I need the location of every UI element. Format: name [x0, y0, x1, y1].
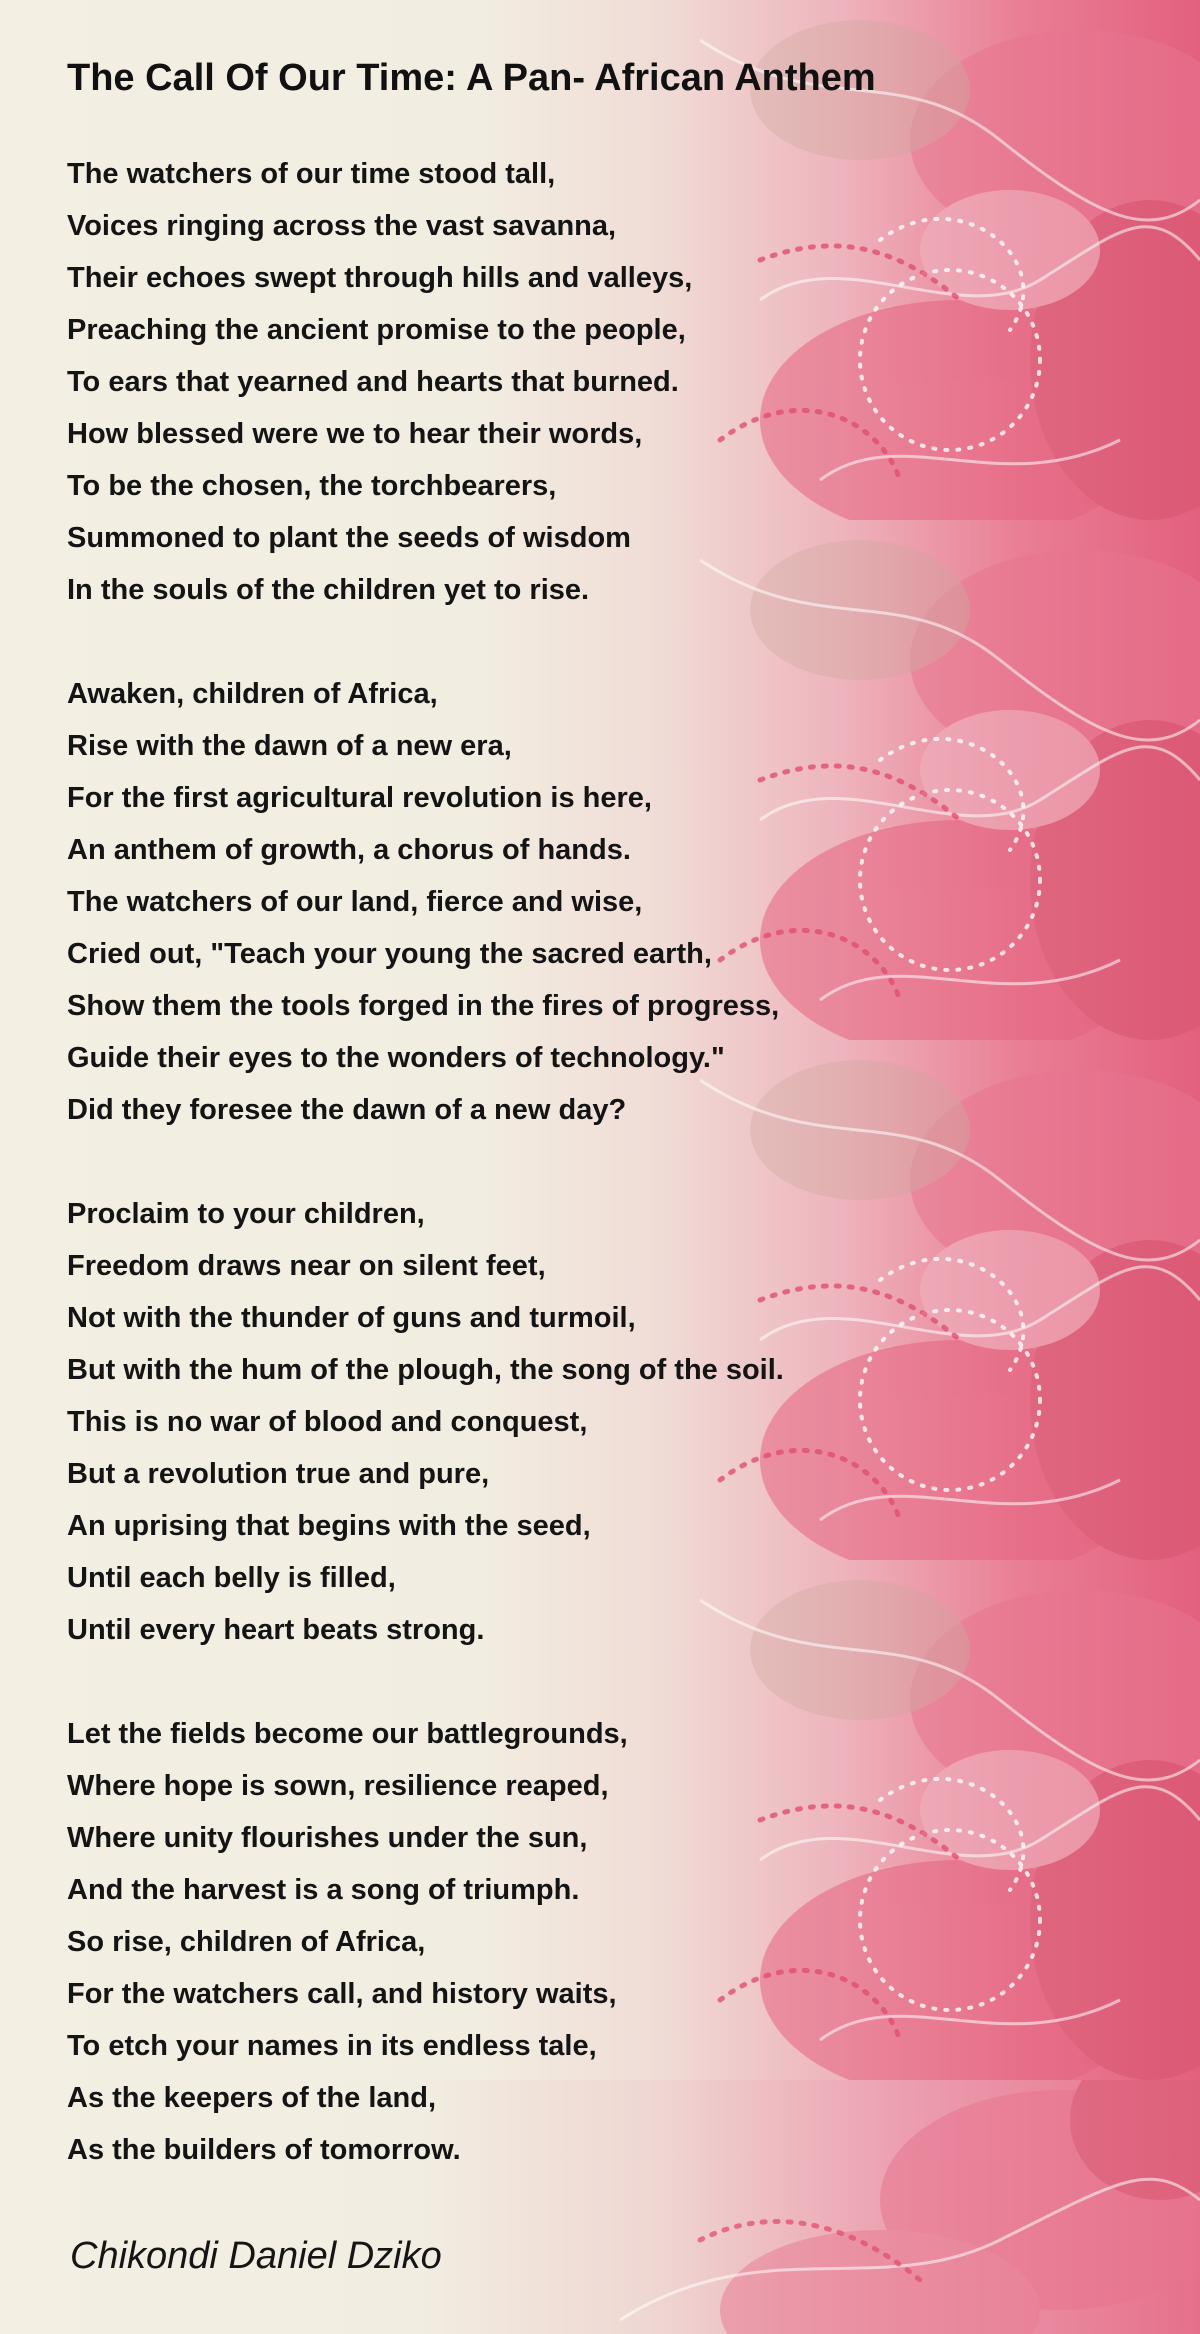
poem-line: For the first agricultural revolution is here,	[67, 782, 652, 814]
poem-line: Guide their eyes to the wonders of technology."	[67, 1042, 725, 1074]
poem-line: To etch your names in its endless tale,	[67, 2030, 597, 2062]
poem-line: In the souls of the children yet to rise.	[67, 574, 590, 606]
poem-line: Did they foresee the dawn of a new day?	[67, 1094, 627, 1126]
poem-line: Summoned to plant the seeds of wisdom	[67, 522, 631, 554]
poem-line: The watchers of our land, fierce and wise,	[67, 886, 643, 918]
poem-line: Rise with the dawn of a new era,	[67, 730, 512, 762]
stanza-1	[67, 148, 692, 616]
poem-line: Until every heart beats strong.	[67, 1614, 485, 1646]
stanza-4	[67, 1708, 628, 2176]
poem-line: Voices ringing across the vast savanna,	[67, 210, 617, 242]
poem-line: So rise, children of Africa,	[67, 1926, 426, 1958]
poem-line: The watchers of our time stood tall,	[67, 158, 556, 190]
poem-line: Proclaim to your children,	[67, 1198, 425, 1230]
poem-line: An anthem of growth, a chorus of hands.	[67, 834, 631, 866]
poem-title: The Call Of Our Time: A Pan- African Anthem	[67, 57, 876, 99]
poem-line: To ears that yearned and hearts that burned.	[67, 366, 679, 398]
poem-line: How blessed were we to hear their words,	[67, 418, 643, 450]
poem-line: But with the hum of the plough, the song of the soil.	[67, 1354, 784, 1386]
poem-author: Chikondi Daniel Dziko	[70, 2235, 442, 2277]
poem-line: An uprising that begins with the seed,	[67, 1510, 591, 1542]
poem-line: As the keepers of the land,	[67, 2082, 437, 2114]
poem-line: Their echoes swept through hills and valleys,	[67, 262, 693, 294]
poem-line: Let the fields become our battlegrounds,	[67, 1718, 628, 1750]
stanza-2	[67, 668, 779, 1136]
stanza-3	[67, 1188, 784, 1656]
poem-line: Freedom draws near on silent feet,	[67, 1250, 546, 1282]
poem-line: As the builders of tomorrow.	[67, 2134, 461, 2166]
poem-line: Where hope is sown, resilience reaped,	[67, 1770, 609, 1802]
poem-line: Preaching the ancient promise to the people,	[67, 314, 686, 346]
poem-line: But a revolution true and pure,	[67, 1458, 490, 1490]
poem-line: This is no war of blood and conquest,	[67, 1406, 588, 1438]
poem-line: Where unity flourishes under the sun,	[67, 1822, 588, 1854]
poem-line: For the watchers call, and history waits,	[67, 1978, 617, 2010]
poem-line: Awaken, children of Africa,	[67, 678, 438, 710]
poem-line: Show them the tools forged in the fires of progress,	[67, 990, 780, 1022]
poem-line: Not with the thunder of guns and turmoil,	[67, 1302, 636, 1334]
poem-line: Cried out, "Teach your young the sacred earth,	[67, 938, 712, 970]
poem-line: Until each belly is filled,	[67, 1562, 396, 1594]
poem-line: To be the chosen, the torchbearers,	[67, 470, 557, 502]
poem-line: And the harvest is a song of triumph.	[67, 1874, 580, 1906]
